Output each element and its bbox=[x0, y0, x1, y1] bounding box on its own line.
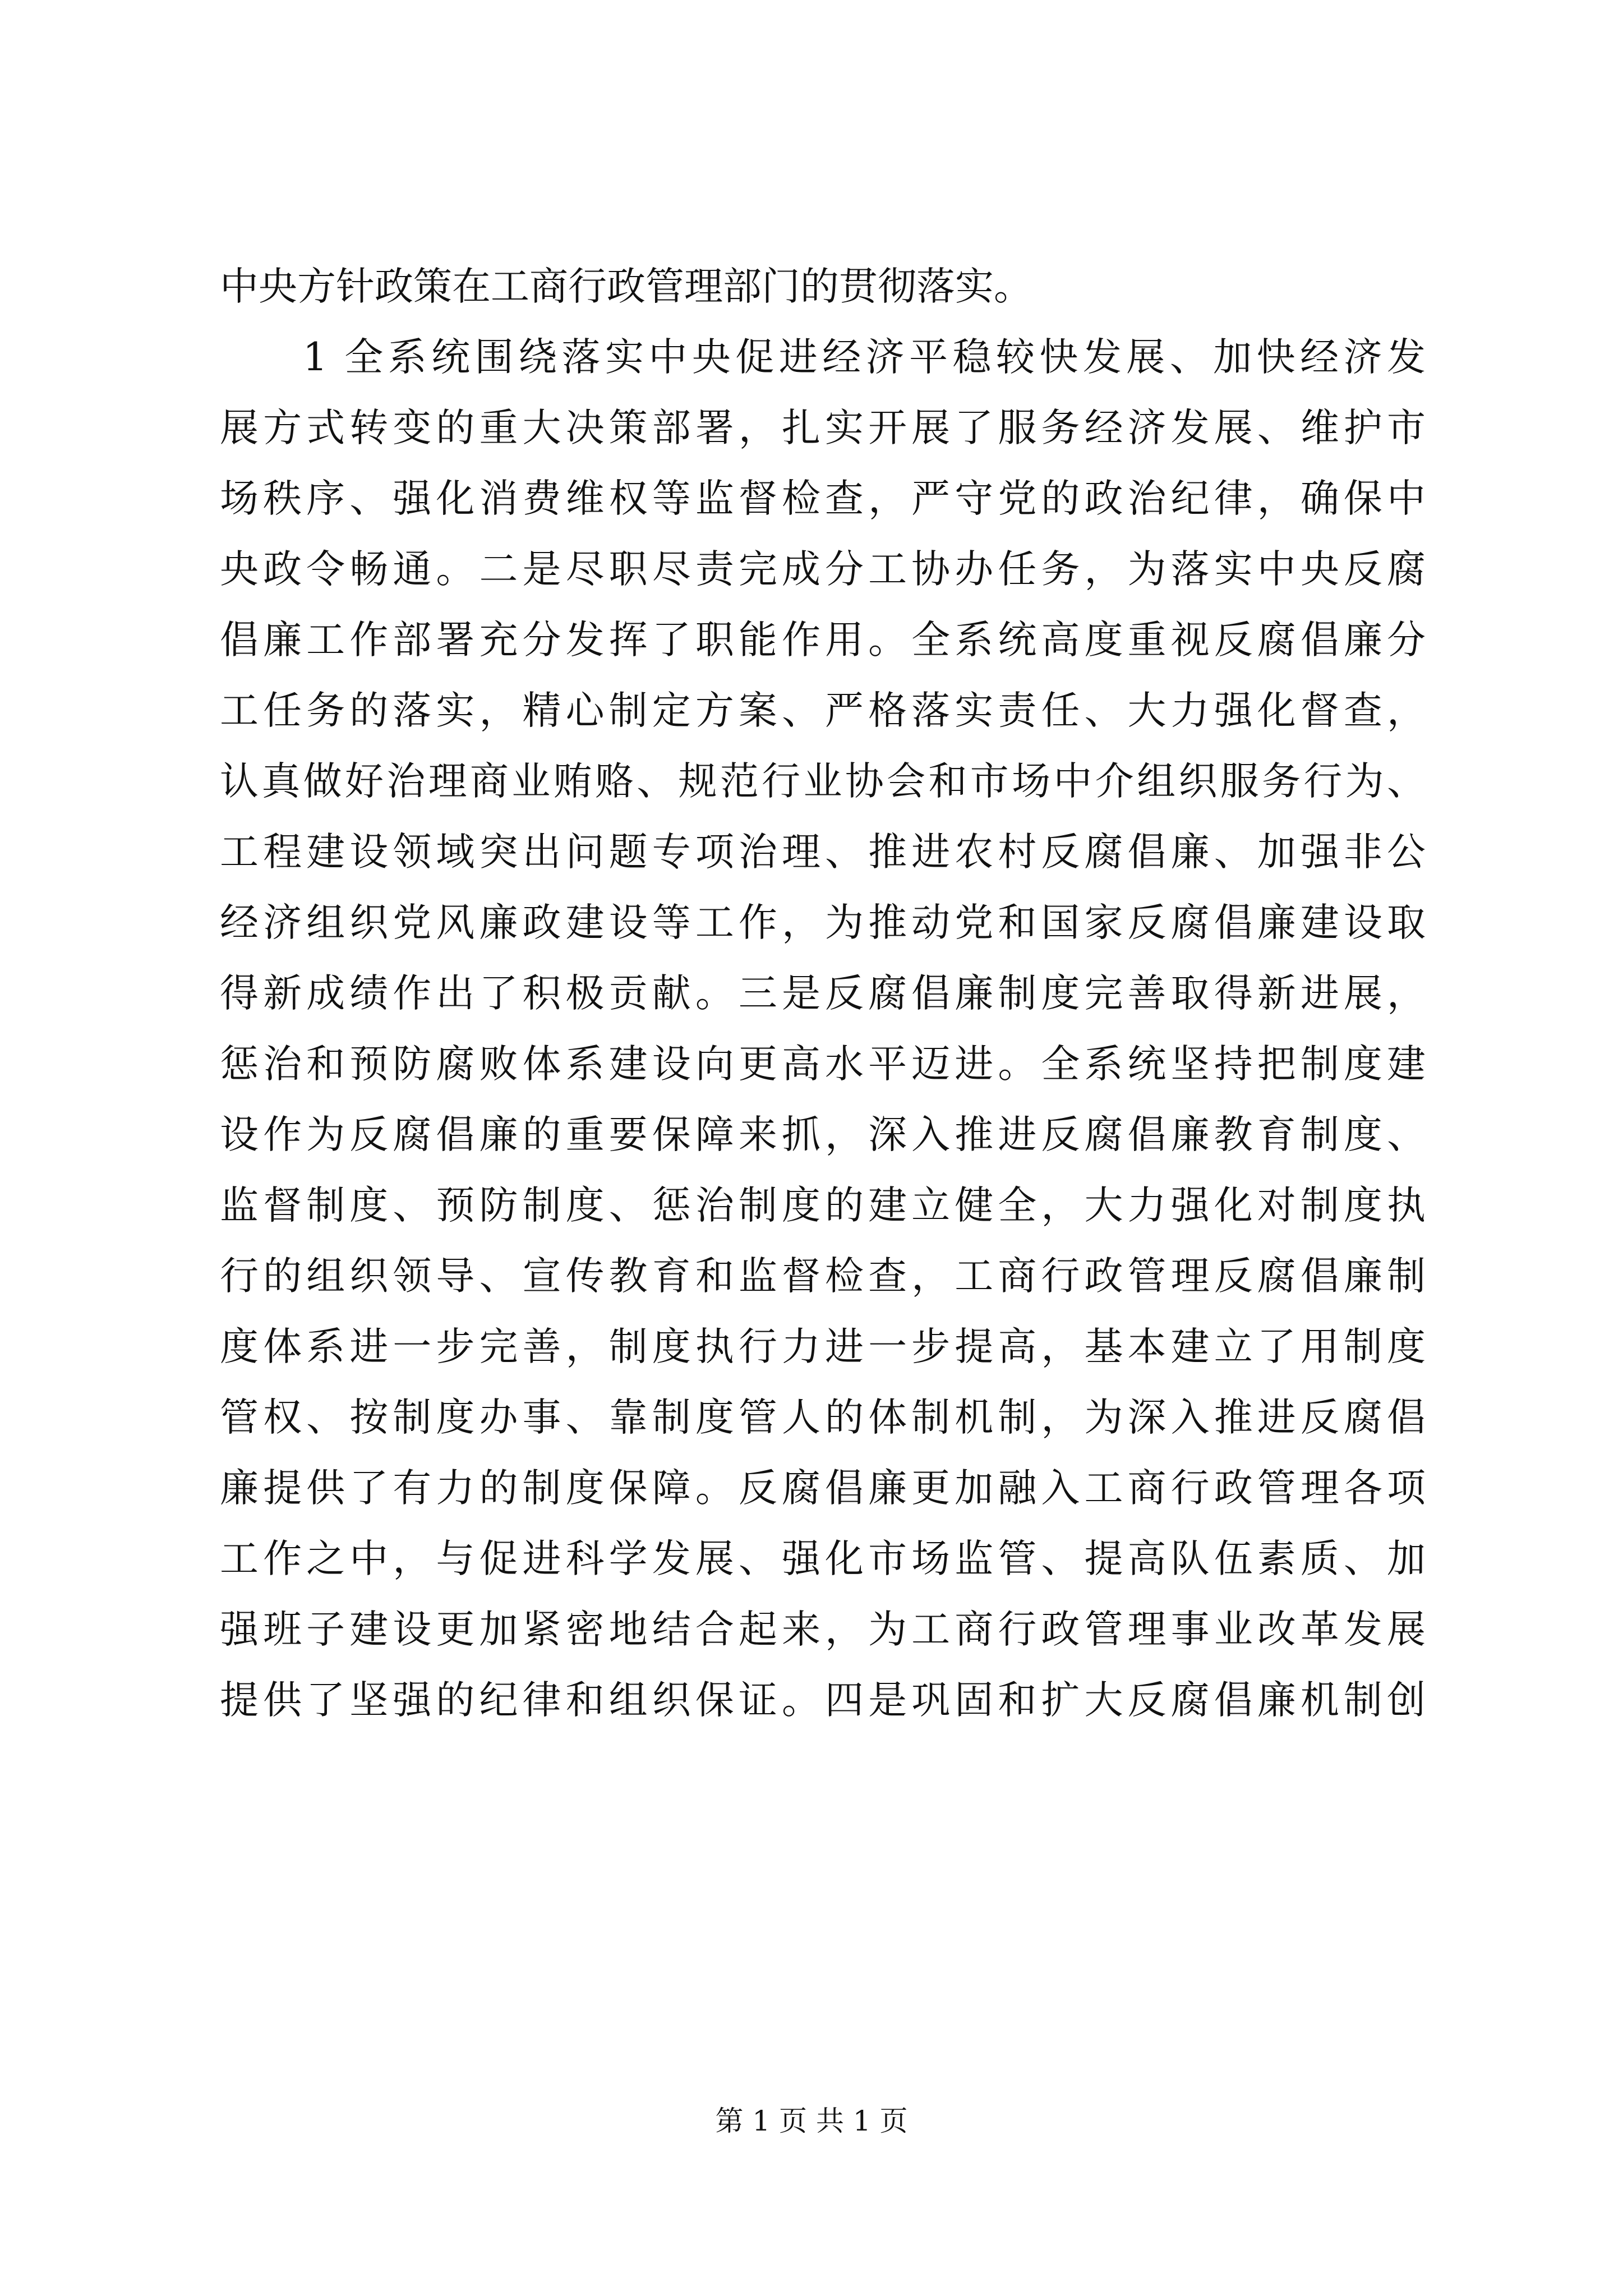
text-line: 工任务的落实，精心制定方案、严格落实责任、大力强化督查， bbox=[220, 688, 1426, 733]
text-line: 管权、按制度办事、靠制度管人的体制机制，为深入推进反腐倡 bbox=[220, 1395, 1426, 1440]
text-line: 展方式转变的重大决策部署，扎实开展了服务经济发展、维护市 bbox=[220, 406, 1426, 450]
text-line: 强班子建设更加紧密地结合起来，为工商行政管理事业改革发展 bbox=[220, 1607, 1426, 1652]
text-line: 中央方针政策在工商行政管理部门的贯彻落实。 bbox=[220, 264, 1032, 309]
document-body bbox=[220, 251, 1426, 1736]
text-line: 经济组织党风廉政建设等工作，为推动党和国家反腐倡廉建设取 bbox=[220, 900, 1426, 945]
text-line: 提供了坚强的纪律和组织保证。四是巩固和扩大反腐倡廉机制创 bbox=[220, 1678, 1426, 1723]
text-line: 设作为反腐倡廉的重要保障来抓，深入推进反腐倡廉教育制度、 bbox=[220, 1112, 1426, 1157]
text-line: 行的组织领导、宣传教育和监督检查，工商行政管理反腐倡廉制 bbox=[220, 1254, 1426, 1299]
text-line: 认真做好治理商业贿赂、规范行业协会和市场中介组织服务行为、 bbox=[220, 759, 1426, 804]
text-line: 监督制度、预防制度、惩治制度的建立健全，大力强化对制度执 bbox=[220, 1183, 1426, 1228]
text-line: 得新成绩作出了积极贡献。三是反腐倡廉制度完善取得新进展， bbox=[220, 971, 1426, 1016]
text-line: 倡廉工作部署充分发挥了职能作用。全系统高度重视反腐倡廉分 bbox=[220, 618, 1426, 662]
text-line: 1 全系统围绕落实中央促进经济平稳较快发展、加快经济发 bbox=[303, 335, 1426, 380]
text-line: 工作之中，与促进科学发展、强化市场监管、提高队伍素质、加 bbox=[220, 1536, 1426, 1581]
text-line: 场秩序、强化消费维权等监督检查，严守党的政治纪律，确保中 bbox=[220, 476, 1426, 521]
text-line: 央政令畅通。二是尽职尽责完成分工协办任务，为落实中央反腐 bbox=[220, 547, 1426, 592]
text-line: 廉提供了有力的制度保障。反腐倡廉更加融入工商行政管理各项 bbox=[220, 1466, 1426, 1511]
text-line: 度体系进一步完善，制度执行力进一步提高，基本建立了用制度 bbox=[220, 1324, 1426, 1369]
text-line: 惩治和预防腐败体系建设向更高水平迈进。全系统坚持把制度建 bbox=[220, 1042, 1426, 1087]
text-line: 工程建设领域突出问题专项治理、推进农村反腐倡廉、加强非公 bbox=[220, 830, 1426, 875]
page-footer bbox=[0, 2101, 1623, 2141]
page-number-label: 第 1 页 共 1 页 bbox=[715, 2105, 908, 2137]
